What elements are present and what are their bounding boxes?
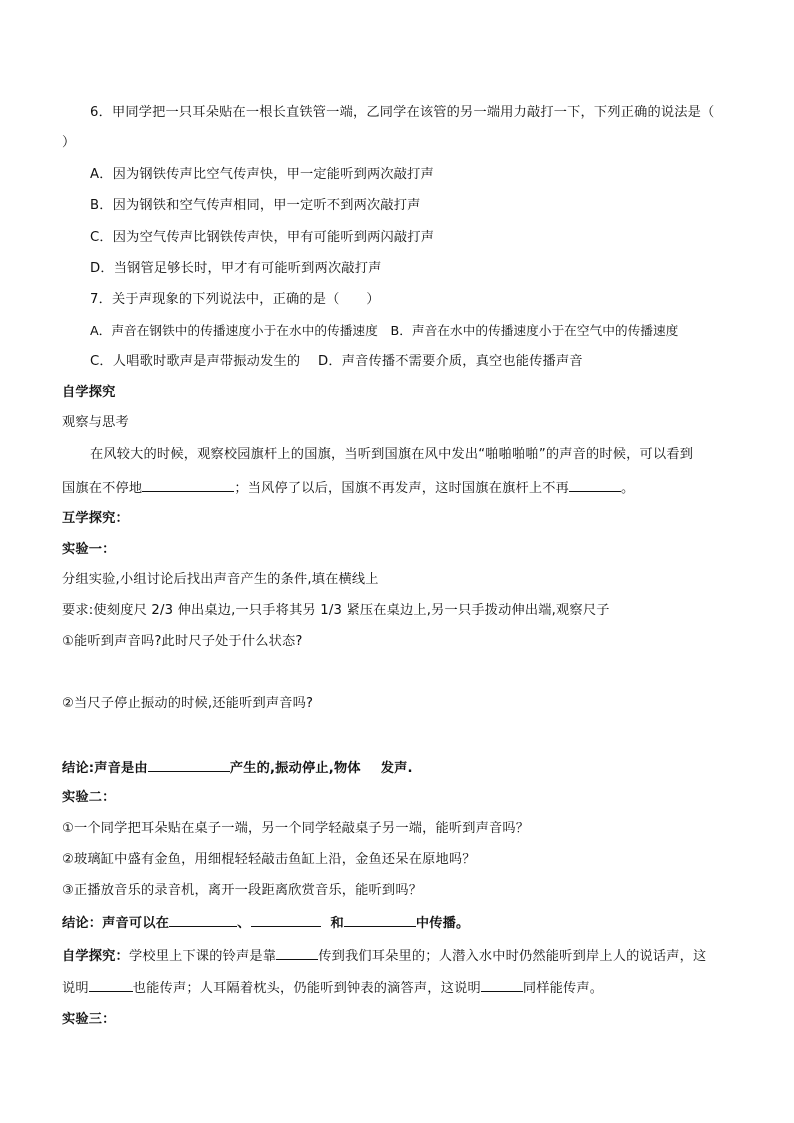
- experiment-1-question-1: ①能听到声音吗?此时尺子处于什么状态?: [62, 634, 303, 649]
- experiment-1-title: 实验一：: [62, 542, 116, 557]
- experiment-2-question-2: ②玻璃缸中盛有金鱼，用细棍轻轻敲击鱼缸上沿，金鱼还呆在原地吗？: [62, 852, 476, 867]
- conclusion-1-text-c: 发声.: [380, 761, 413, 776]
- q6-option-c: C．因为空气传声比钢铁传声快，甲有可能听到两闪敲打声: [90, 230, 435, 245]
- experiment-1-conclusion: [62, 757, 413, 779]
- conclusion-1-text-a: 结论:声音是由: [62, 761, 148, 776]
- experiment-1-requirement: 要求:使刻度尺 2/3 伸出桌边,一只手将其另 1/3 紧压在桌边上,另一只手拨动伸出端,观察尺子: [62, 603, 610, 618]
- explore-text-b: 传到我们耳朵里的；人潜入水中时仍然能听到岸上人的说话声，这: [318, 949, 707, 964]
- experiment-2-title: 实验二：: [62, 790, 116, 805]
- q6-stem: 6．甲同学把一只耳朵贴在一根长直铁管一端，乙同学在该管的另一端用力敲打一下，下列正确的说法是（: [90, 105, 715, 120]
- conclusion-1-text-b: 产生的,振动停止,物体: [229, 761, 361, 776]
- explore-line-1: [62, 945, 706, 967]
- q6-option-d: D．当钢管足够长时，甲才有可能听到两次敲打声: [90, 261, 382, 276]
- conclusion-2-text-c: 和: [330, 916, 344, 931]
- fill-blank-medium-1[interactable]: [169, 912, 237, 927]
- explore-text-d: 也能传声；人耳隔着枕头，仍能听到钟表的滴答声，这说明: [132, 981, 481, 996]
- fill-blank-sound-source[interactable]: [148, 757, 230, 772]
- experiment-3-title: 实验三：: [62, 1012, 116, 1027]
- explore-text-c: 说明: [62, 981, 89, 996]
- observe-paragraph-line1: 在风较大的时候，观察校园旗杆上的国旗，当听到国旗在风中发出“啪啪啪啪”的声音的时候，可以看到: [90, 447, 694, 462]
- self-study-heading: 自学探究: [62, 385, 116, 400]
- explore-text-e: 同样能传声。: [522, 981, 604, 996]
- q7-options-row2: C．人唱歌时歌声是声带振动发生的 D．声音传播不需要介质，真空也能传播声音: [90, 354, 583, 369]
- experiment-2-question-3: ③正播放音乐的录音机，离开一段距离欣赏音乐，能听到吗？: [62, 883, 423, 898]
- q7-options-row1: A．声音在钢铁中的传播速度小于在水中的传播速度 B．声音在水中的传播速度小于在空气中的传播速度: [90, 323, 679, 338]
- q7-stem: 7．关于声现象的下列说法中，正确的是（ ）: [90, 292, 380, 307]
- observe-text-b: ；当风停了以后，国旗不再发声，这时国旗在旗杆上不再: [234, 481, 570, 496]
- explore-text-a: 学校里上下课的铃声是靠: [128, 949, 277, 964]
- experiment-1-question-2: ②当尺子停止振动的时候,还能听到声音吗?: [62, 696, 314, 711]
- conclusion-2-text-a: 结论：声音可以在: [62, 916, 170, 931]
- observe-paragraph-line2: [62, 477, 634, 499]
- fill-blank-flag-still[interactable]: [569, 477, 621, 492]
- fill-blank-solid[interactable]: [481, 977, 523, 992]
- experiment-2-conclusion: [62, 912, 469, 934]
- q6-option-a: A．因为钢铁传声比空气传声快，甲一定能听到两次敲打声: [90, 167, 434, 182]
- experiment-1-intro: 分组实验,小组讨论后找出声音产生的条件,填在横线上: [62, 572, 379, 587]
- fill-blank-medium-2[interactable]: [251, 912, 321, 927]
- conclusion-2-text-d: 中传播。: [415, 916, 470, 931]
- fill-blank-medium-3[interactable]: [344, 912, 416, 927]
- observe-think-label: 观察与思考: [62, 415, 129, 430]
- experiment-2-question-1: ①一个同学把耳朵贴在桌子一端，另一个同学轻敲桌子另一端，能听到声音吗？: [62, 821, 530, 836]
- observe-text-c: 。: [621, 481, 635, 496]
- fill-blank-liquid[interactable]: [89, 977, 133, 992]
- observe-text-a: 国旗在不停地: [62, 481, 143, 496]
- fill-blank-flag-motion[interactable]: [142, 477, 234, 492]
- explore-line-2: [62, 977, 603, 999]
- conclusion-2-text-b: 、: [237, 916, 251, 931]
- mutual-study-heading: 互学探究：: [62, 511, 129, 526]
- fill-blank-air[interactable]: [276, 945, 318, 960]
- q6-stem-end: ）: [62, 135, 76, 150]
- explore-label: 自学探究：: [62, 949, 129, 964]
- q6-option-b: B．因为钢铁和空气传声相同，甲一定听不到两次敲打声: [90, 198, 421, 213]
